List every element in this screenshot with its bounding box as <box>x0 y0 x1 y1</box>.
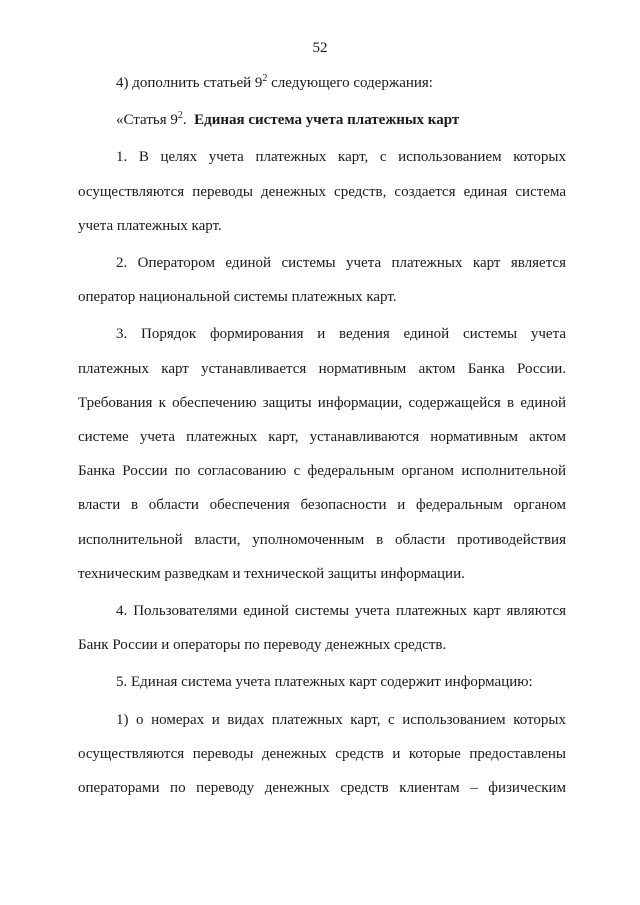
paragraph-1-line-2: осуществляются переводы денежных средств, создается единая система <box>78 183 566 200</box>
paragraph-3-line-7: исполнительной власти, уполномоченным в области противодействия <box>78 531 566 548</box>
paragraph-3 <box>78 317 566 591</box>
article-heading <box>78 103 566 137</box>
paragraph-6 <box>78 703 566 806</box>
article-superscript: 2 <box>177 110 183 122</box>
item4-prefix: 4) дополнить статьей 9 <box>116 75 263 91</box>
paragraph-3-line-3: Требования к обеспечению защиты информации, содержащейся в единой <box>78 394 566 411</box>
document-body <box>78 66 566 805</box>
amendment-item-4 <box>78 66 566 100</box>
paragraph-6-line-3: операторами по переводу денежных средств клиентам – физическим <box>78 780 566 797</box>
paragraph-6-line-1: 1) о номерах и видах платежных карт, с использованием которых <box>116 711 566 728</box>
paragraph-2-line-1: 2. Оператором единой системы учета платежных карт является <box>116 255 566 272</box>
paragraph-1-line-1: 1. В целях учета платежных карт, с использованием которых <box>116 149 566 166</box>
paragraph-2 <box>78 246 566 314</box>
paragraph-4-line-1: 4. Пользователями единой системы учета платежных карт являются <box>116 603 566 620</box>
article-title: Единая система учета платежных карт <box>194 112 460 129</box>
item4-suffix: следующего содержания: <box>267 75 433 91</box>
paragraph-3-line-2: платежных карт устанавливается нормативным актом Банка России. <box>78 360 566 377</box>
page-number: 52 <box>312 40 328 56</box>
paragraph-1-line-3: учета платежных карт. <box>78 217 222 234</box>
paragraph-1 <box>78 140 566 243</box>
paragraph-3-line-1: 3. Порядок формирования и ведения единой системы учета <box>116 326 566 343</box>
paragraph-2-line-2: оператор национальной системы платежных карт. <box>78 289 397 306</box>
paragraph-5 <box>78 665 566 699</box>
paragraph-6-line-2: осуществляются переводы денежных средств и которые предоставлены <box>78 745 566 762</box>
article-dot: . <box>182 112 187 129</box>
paragraph-4 <box>78 594 566 662</box>
paragraph-4-line-2: Банк России и операторы по переводу денежных средств. <box>78 637 447 654</box>
paragraph-3-line-4: системе учета платежных карт, устанавливаются нормативным актом <box>78 429 566 446</box>
paragraph-3-line-6: власти в области обеспечения безопасности и федеральным органом <box>78 497 566 514</box>
article-prefix: «Статья 9 <box>116 112 178 129</box>
paragraph-3-line-8: техническим разведкам и технической защиты информации. <box>78 565 465 582</box>
paragraph-3-line-5: Банка России по согласованию с федеральным органом исполнительной <box>78 463 566 480</box>
paragraph-5-line-1: 5. Единая система учета платежных карт содержит информацию: <box>116 674 533 691</box>
item4-superscript: 2 <box>262 73 268 84</box>
